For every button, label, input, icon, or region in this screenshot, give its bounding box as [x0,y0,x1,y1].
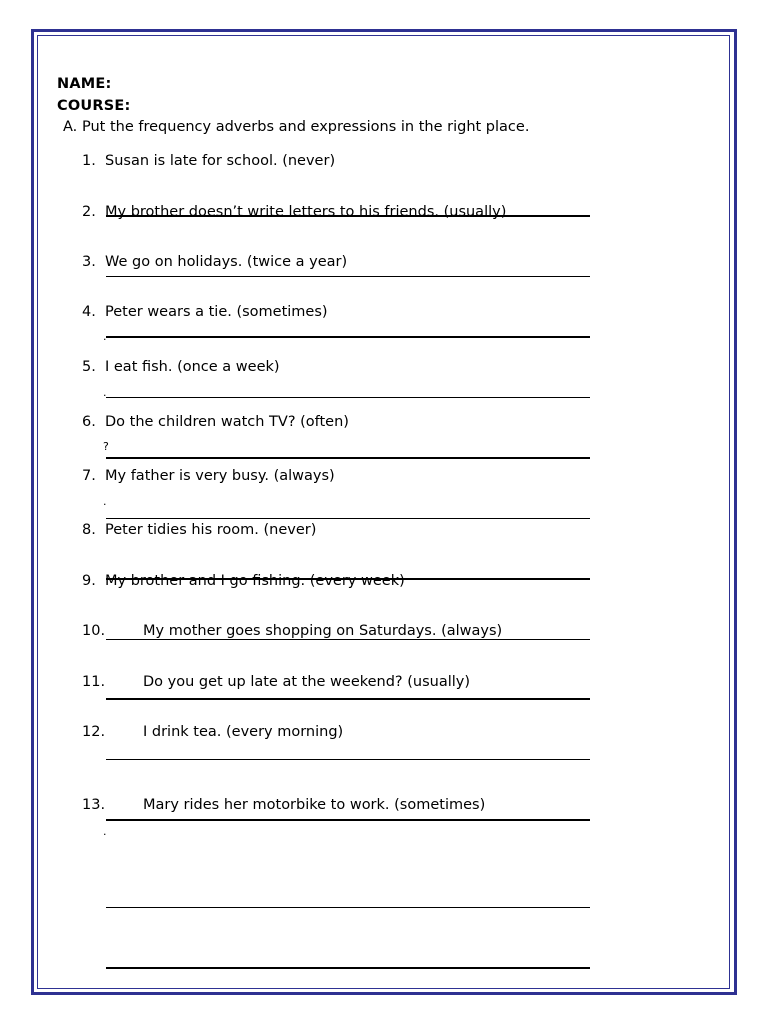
item-number: 13. [82,797,106,813]
item-text: Do you get up late at the weekend? (usually) [143,674,471,690]
punctuation-mark: . [103,386,107,399]
instruction-marker: A. [63,119,78,135]
answer-line [106,759,590,760]
item-text: My brother doesn’t write letters to his friends. (usually) [105,204,507,220]
answer-line [106,578,590,580]
answer-line [106,698,590,700]
item-text: My mother goes shopping on Saturdays. (always) [143,623,503,639]
course-label: COURSE: [57,98,131,114]
answer-line [106,397,590,398]
answer-line [106,639,590,640]
item-number: 11. [82,674,106,690]
item-number: 1. [82,153,96,169]
answer-line [106,518,590,519]
instruction-text: Put the frequency adverbs and expressions in the right place. [82,119,530,135]
answer-line [106,276,590,277]
item-text: Susan is late for school. (never) [105,153,336,169]
punctuation-mark: . [103,495,107,508]
item-number: 7. [82,468,96,484]
instructions [63,119,529,135]
item-text: Do the children watch TV? (often) [105,414,349,430]
item-number: 2. [82,204,96,220]
item-text: I drink tea. (every morning) [143,724,344,740]
answer-line [106,336,590,338]
item-text: I eat fish. (once a week) [105,359,280,375]
punctuation-mark: . [103,330,107,343]
item-text: My brother and I go fishing. (every week) [105,573,405,589]
item-text: We go on holidays. (twice a year) [105,254,348,270]
item-text: Peter wears a tie. (sometimes) [105,304,328,320]
item-number: 12. [82,724,106,740]
item-number: 8. [82,522,96,538]
item-number: 5. [82,359,96,375]
item-number: 10. [82,623,106,639]
item-number: 6. [82,414,96,430]
answer-line [106,967,590,969]
item-text: Mary rides her motorbike to work. (sometimes) [143,797,486,813]
item-number: 9. [82,573,96,589]
answer-line [106,819,590,821]
answer-line [106,215,590,217]
answer-line [106,457,590,459]
name-label: NAME: [57,76,112,92]
item-number: 3. [82,254,96,270]
answer-line [106,907,590,908]
punctuation-mark: ? [103,440,109,453]
item-number: 4. [82,304,96,320]
item-text: My father is very busy. (always) [105,468,335,484]
punctuation-mark: . [103,825,107,838]
item-text: Peter tidies his room. (never) [105,522,317,538]
page-border-inner [37,35,730,989]
